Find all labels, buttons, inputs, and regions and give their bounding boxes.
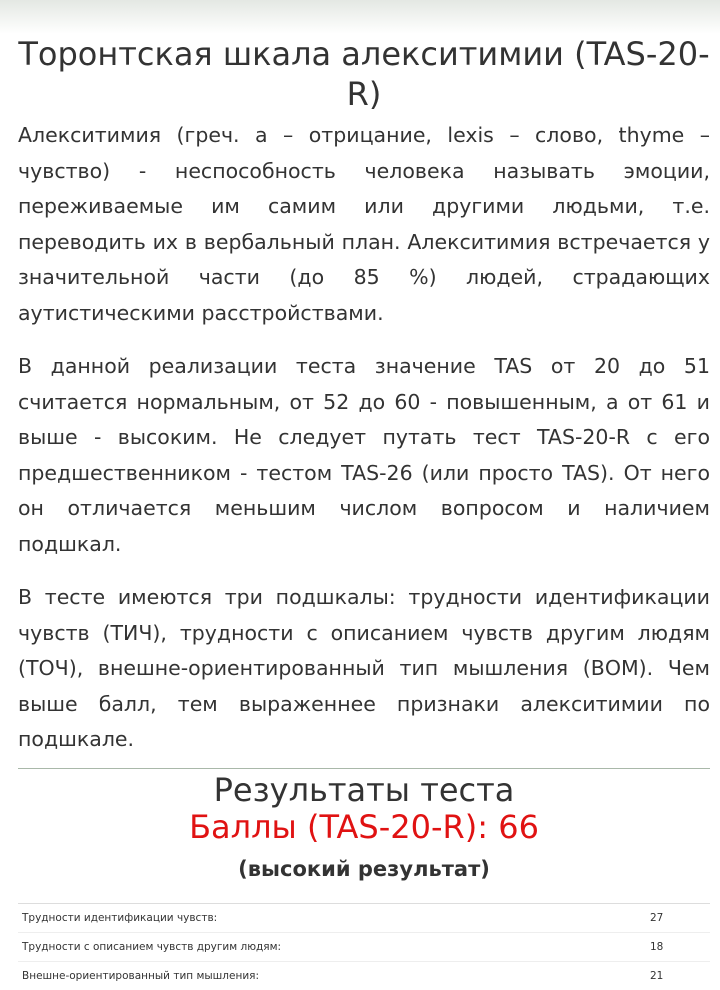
subscale-value: 18 (650, 941, 664, 953)
page-title: Торонтская шкала алекситимии (TAS-20-R) (18, 35, 710, 113)
subscales-paragraph: В тесте имеются три подшкалы: трудности идентификации чувств (ТИЧ), трудности с описанием чувств другим людям (ТОЧ), внешне-ориентированный тип мышления (ВОМ). Чем выше балл, тем выраженнее признаки алекситимии по подшкале. (18, 585, 710, 751)
subscale-value: 21 (650, 970, 664, 982)
table-row (18, 933, 710, 962)
article (18, 34, 710, 776)
top-bar-shade (0, 0, 720, 34)
subscale-name: Внешне-ориентированный тип мышления: (22, 970, 259, 982)
result-level: (высокий результат) (238, 857, 490, 881)
subscales-table (18, 903, 710, 990)
results-section (18, 768, 710, 884)
results-title: Результаты теста (213, 771, 515, 809)
subscale-value: 27 (650, 912, 664, 924)
score-value: Баллы (TAS-20-R): 66 (189, 808, 539, 846)
intro-paragraph: Алекситимия (греч. а – отрицание, lexis – слово, thyme – чувство) - неспособность человека называть эмоции, переживаемые им самим или другими людьми, т.е. переводить их в вербальный план. Алекситимия встречается у значительной части (до 85 %) людей, страдающих аутистическими расстройствами. (18, 123, 710, 325)
subscale-name: Трудности идентификации чувств: (22, 912, 218, 924)
scoring-paragraph: В данной реализации теста значение TAS от 20 до 51 считается нормальным, от 52 до 60 - повышенным, а от 61 и выше - высоким. Не следует путать тест TAS-20-R с его предшественником - тестом TAS-26 (или просто TAS). От него он отличается меньшим числом вопросом и наличием подшкал. (18, 354, 710, 556)
table-row (18, 904, 710, 933)
subscale-name: Трудности с описанием чувств другим людям: (22, 941, 282, 953)
table-row (18, 962, 710, 990)
